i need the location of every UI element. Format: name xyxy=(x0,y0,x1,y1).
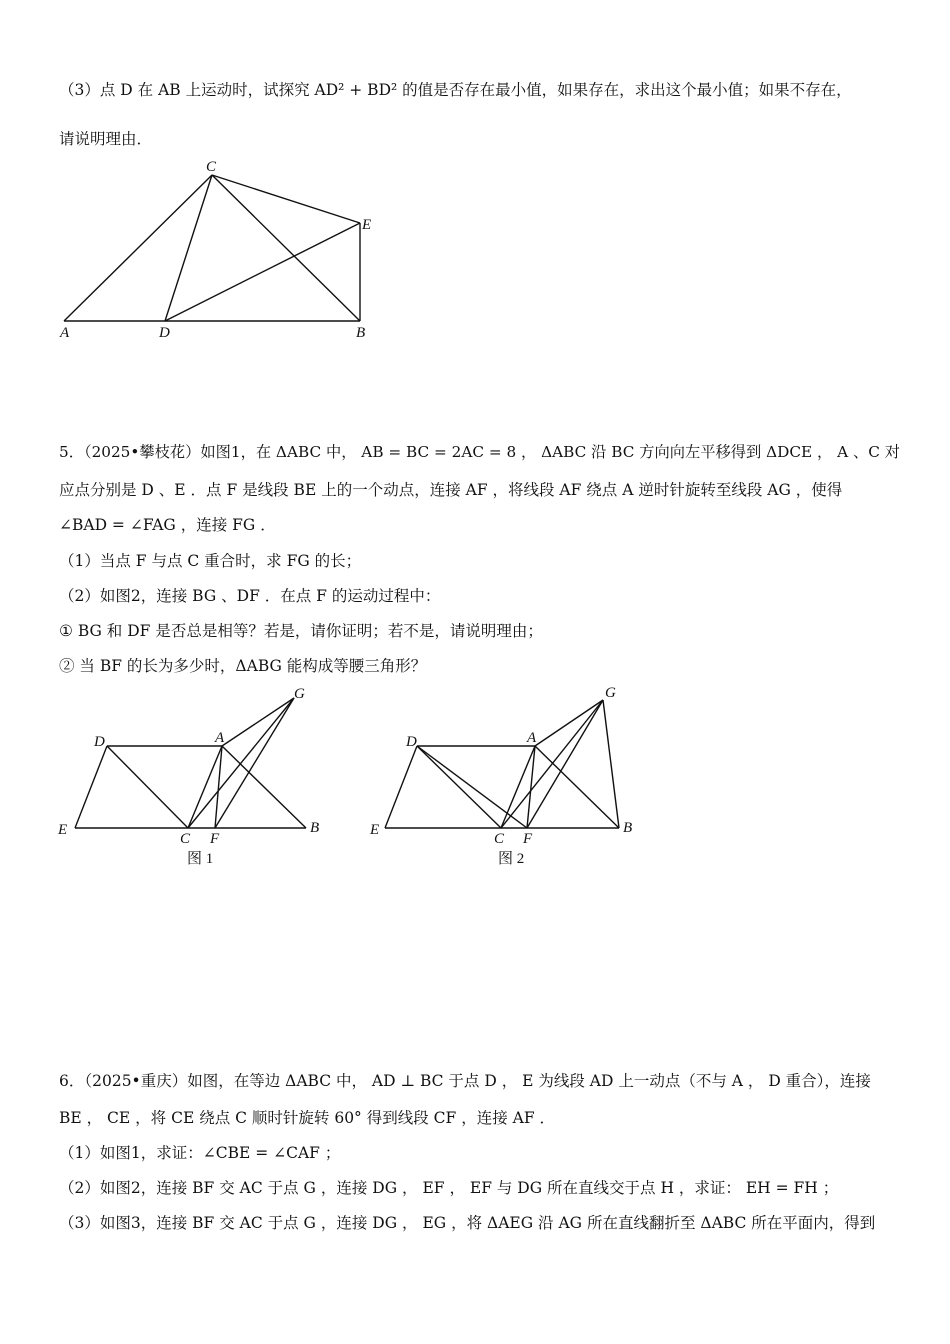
segment-GF xyxy=(215,698,294,828)
figure-q4 xyxy=(50,155,390,349)
q6-line1: 6．（2025•重庆）如图，在等边 ΔABC 中， AD ⊥ BC 于点 D ， E 为线段 AD 上一动点（不与 A ， D 重合），连接 xyxy=(59,1072,871,1090)
figure-q5-1 xyxy=(50,680,340,879)
q5-line1: 5．（2025•攀枝花）如图1，在 ΔABC 中， AB = BC = 2AC = 8 ， ΔABC 沿 BC 方向向左平移得到 ΔDCE ， A 、C 对 xyxy=(59,443,900,461)
segment-AC xyxy=(501,746,535,828)
caption-figure-2: 图 2 xyxy=(498,851,525,867)
label-B: B xyxy=(356,325,366,341)
q6-part2: （2）如图2，连接 BF 交 AC 于点 G ，连接 DG ， EF ， EF 与 DG 所在直线交于点 H ，求证： EH = FH ； xyxy=(59,1179,839,1197)
label-E: E xyxy=(58,822,68,838)
q6-part1: （1）如图1，求证：∠CBE = ∠CAF ； xyxy=(59,1144,341,1162)
label-C: C xyxy=(206,159,217,175)
q5-part2: （2）如图2，连接 BG 、DF ．在点 F 的运动过程中： xyxy=(59,587,441,605)
q5-part2-sub1: ① BG 和 DF 是否总是相等？若是，请你证明；若不是，请说明理由； xyxy=(59,622,543,640)
figure-q5-2 xyxy=(360,680,650,879)
segment-AG xyxy=(222,698,294,746)
segment-AC xyxy=(188,746,222,828)
segment-GC xyxy=(501,700,603,828)
segment-ED xyxy=(75,746,107,828)
label-A: A xyxy=(215,730,225,746)
label-F: F xyxy=(210,831,220,847)
label-G: G xyxy=(294,686,305,702)
label-D: D xyxy=(94,734,105,750)
label-F: F xyxy=(523,831,533,847)
q5-part1: （1）当点 F 与点 C 重合时，求 FG 的长； xyxy=(59,552,362,570)
q6-line2: BE ， CE ，将 CE 绕点 C 顺时针旋转 60° 得到线段 CF ，连接 AF ． xyxy=(59,1109,556,1127)
segment-AG xyxy=(535,700,603,746)
segment-GC xyxy=(188,698,294,828)
segment-CD xyxy=(165,175,212,321)
segment-CE xyxy=(212,175,360,223)
q6-part3: （3）如图3，连接 BF 交 AC 于点 G ，连接 DG ， EG ，将 ΔAEG 沿 AG 所在直线翻折至 ΔABC 所在平面内，得到 xyxy=(59,1214,876,1232)
segment-DC xyxy=(107,746,188,828)
q5-part2-sub2: ② 当 BF 的长为多少时，ΔABG 能构成等腰三角形？ xyxy=(59,657,427,675)
label-D: D xyxy=(159,325,170,341)
label-A: A xyxy=(60,325,70,341)
label-B: B xyxy=(623,820,633,836)
segment-DE xyxy=(165,223,360,321)
q5-line2: 应点分别是 D 、E ．点 F 是线段 BE 上的一个动点，连接 AF ，将线段 AF 绕点 A 逆时针旋转至线段 AG ，使得 xyxy=(59,481,843,499)
label-B: B xyxy=(310,820,320,836)
segment-DC xyxy=(417,746,501,828)
label-D: D xyxy=(406,734,417,750)
segment-GB xyxy=(603,700,619,828)
q5-line3: ∠BAD = ∠FAG ，连接 FG ． xyxy=(59,516,276,534)
segment-ED xyxy=(385,746,417,828)
segment-AB xyxy=(222,746,306,828)
label-E: E xyxy=(370,822,380,838)
segment-CB xyxy=(212,175,360,321)
label-C: C xyxy=(180,831,191,847)
label-A: A xyxy=(527,730,537,746)
q4-part3-line2: 请说明理由． xyxy=(59,130,153,148)
label-C: C xyxy=(494,831,505,847)
q4-part3-line1: （3）点 D 在 AB 上运动时，试探究 AD² + BD² 的值是否存在最小值，如果存在，求出这个最小值；如果不存在， xyxy=(59,81,852,99)
caption-figure-1: 图 1 xyxy=(187,851,214,867)
segment-AB xyxy=(535,746,619,828)
label-E: E xyxy=(362,217,372,233)
segment-GF xyxy=(527,700,603,828)
label-G: G xyxy=(605,685,616,701)
segment-AC xyxy=(64,175,212,321)
